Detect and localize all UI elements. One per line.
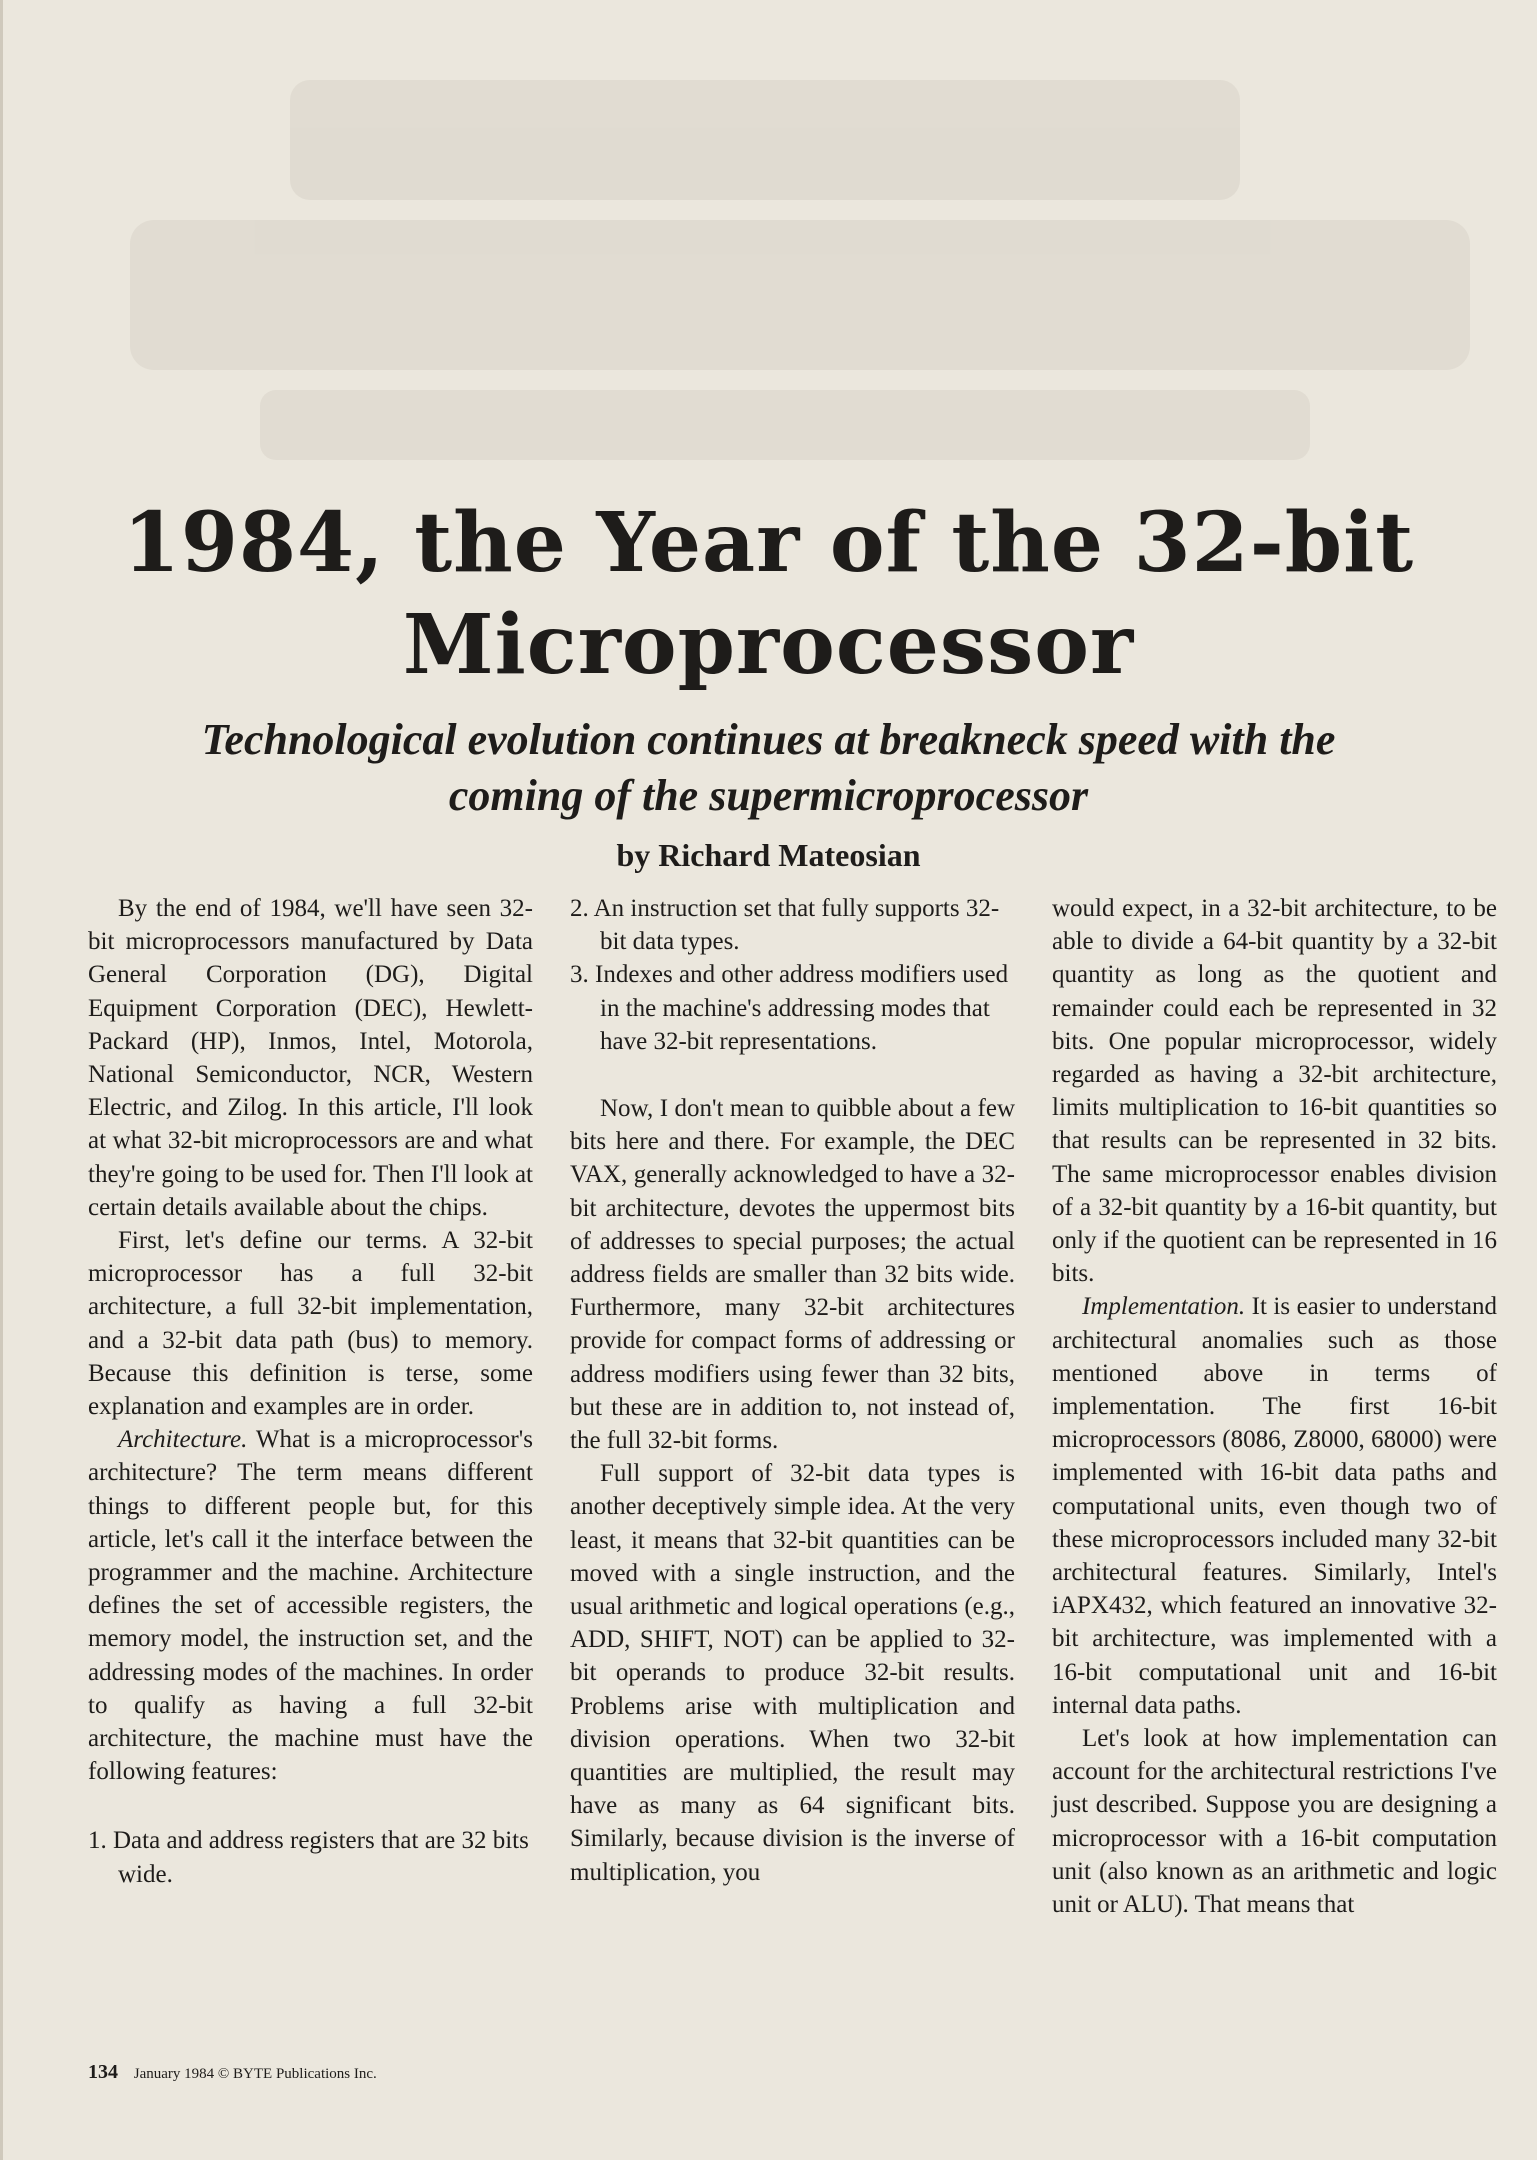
title-line-2: Microprocessor <box>402 597 1135 693</box>
list-item: 3. Indexes and other address modifiers used in the machine's addressing modes that have 32-bit representations. <box>570 961 1009 1055</box>
column-2 <box>570 892 1015 1889</box>
footer-credit: January 1984 © BYTE Publications Inc. <box>133 2066 377 2082</box>
paragraph: First, let's define our terms. A 32-bit microprocessor has a full 32-bit architecture, a full 32-bit implementation, and a 32-bit data path (bus) to memory. Because this definition is terse, some explanation and examples are in order. <box>88 1227 533 1421</box>
paragraph: Let's look at how implementation can account for the architectural restrictions I've just described. Suppose you are designing a microprocessor with a 16-bit computation unit (also known as an arithmetic and logic unit or ALU). That means that <box>1052 1725 1497 1919</box>
subtitle-line-2: coming of the supermicroprocessor <box>448 771 1089 820</box>
paragraph-text: It is easier to understand architectural anomalies such as those mentioned above in terms of implementation. The first 16-bit microprocessors (8086, Z8000, 68000) were implemented with 16-bit data paths and computational units, even though two of these microprocessors included many 32-bit architectural features. Similarly, Intel's iAPX432, which featured an innovative 32-bit architecture, was implemented with a 16-bit computational unit and 16-bit internal data paths. <box>1052 1293 1497 1719</box>
page-edge <box>0 0 3 2160</box>
column-3 <box>1052 892 1497 1921</box>
paragraph: By the end of 1984, we'll have seen 32-bit microprocessors manufactured by Data General Corporation (DG), Digital Equipment Corporation (DEC), Hewlett-Packard (HP), Inmos, Intel, Motorola, National Semiconductor, NCR, Western Electric, and Zilog. In this article, I'll look at what 32-bit microprocessors are and what they're going to be used for. Then I'll look at certain details available about the chips. <box>88 895 533 1221</box>
section-lead-implementation: Implementation. <box>1082 1293 1246 1321</box>
paragraph <box>88 1423 533 1788</box>
title-line-1: 1984, the Year of the 32-bit <box>122 495 1415 591</box>
paragraph-text: What is a microprocessor's architecture? The term means different things to different people but, for this article, let's call it the interface between the programmer and the machine. Architecture defines the set of accessible registers, the memory model, the instruction set, and the addressing modes of the machines. In order to qualify as having a full 32-bit architecture, the machine must have the following features: <box>88 1426 533 1786</box>
subtitle-line-1: Technological evolution continues at breakneck speed with the <box>201 715 1336 764</box>
section-lead-architecture: Architecture. <box>118 1426 248 1454</box>
byline: by Richard Mateosian <box>616 837 921 873</box>
list-item: 1. Data and address registers that are 32 bits wide. <box>88 1827 529 1888</box>
feature-list <box>88 1824 533 1890</box>
list-item: 2. An instruction set that fully supports 32-bit data types. <box>570 895 1000 956</box>
feature-list-continued <box>570 892 1015 1058</box>
page-footer <box>88 2061 377 2084</box>
paragraph <box>1052 1290 1497 1722</box>
article-subtitle <box>110 712 1427 824</box>
paragraph: Now, I don't mean to quibble about a few bits here and there. For example, the DEC VAX, generally acknowledged to have a 32-bit architecture, devotes the uppermost bits of addresses to special purposes; the actual address fields are smaller than 32 bits wide. Furthermore, many 32-bit architectures provide for compact forms of addressing or address modifiers using fewer than 32 bits, but these are in addition to, not instead of, the full 32-bit forms. <box>570 1095 1015 1455</box>
paragraph: would expect, in a 32-bit architecture, to be able to divide a 64-bit quantity by a 32-bit quantity as long as the quotient and remainder could each be represented in 32 bits. One popular microprocessor, widely regarded as having a 32-bit architecture, limits multiplication to 16-bit quantities so that results can be represented in 32 bits. The same microprocessor enables division of a 32-bit quantity by a 16-bit quantity, but only if the quotient can be represented in 16 bits. <box>1052 895 1497 1288</box>
show-through-image <box>40 40 1500 480</box>
column-1 <box>88 892 533 1891</box>
page-number: 134 <box>88 2061 118 2083</box>
article-title <box>0 492 1537 696</box>
paragraph: Full support of 32-bit data types is another deceptively simple idea. At the very least, it means that 32-bit quantities can be moved with a single instruction, and the usual arithmetic and logical operations (e.g., ADD, SHIFT, NOT) can be applied to 32-bit operands to produce 32-bit results. Problems arise with multiplication and division operations. When two 32-bit quantities are multiplied, the result may have as many as 64 significant bits. Similarly, because division is the inverse of multiplication, you <box>570 1460 1015 1886</box>
